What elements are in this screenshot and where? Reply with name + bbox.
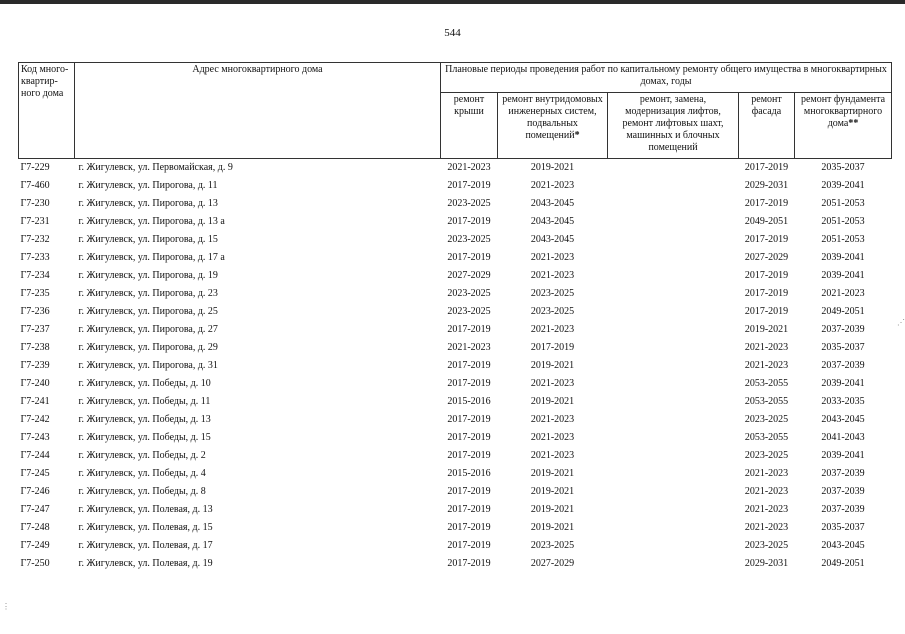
table-row bbox=[19, 195, 892, 213]
row-address: г. Жигулевск, ул. Первомайская, д. 9 bbox=[78, 162, 233, 173]
table-row bbox=[19, 447, 892, 465]
row-facade: 2021-2023 bbox=[744, 360, 789, 371]
table-row bbox=[19, 555, 892, 573]
row-roof: 2017-2019 bbox=[447, 252, 491, 263]
header-facade: ремонт фасада bbox=[739, 93, 795, 159]
row-foundation: 2043-2045 bbox=[821, 540, 865, 551]
row-foundation: 2039-2041 bbox=[821, 252, 865, 263]
row-systems: 2019-2021 bbox=[530, 396, 575, 407]
header-foundation bbox=[795, 93, 892, 159]
row-elevators bbox=[608, 447, 739, 465]
row-code: Г7-243 bbox=[20, 432, 50, 443]
row-facade: 2021-2023 bbox=[744, 342, 789, 353]
row-foundation: 2037-2039 bbox=[821, 360, 865, 371]
row-elevators bbox=[608, 303, 739, 321]
row-code: Г7-234 bbox=[20, 270, 50, 281]
header-elevators: ремонт, замена, модернизация лифтов, ремонт лифтовых шахт, машинных и блочных помещений bbox=[608, 93, 739, 159]
row-foundation: 2043-2045 bbox=[821, 414, 865, 425]
row-address: г. Жигулевск, ул. Победы, д. 13 bbox=[78, 414, 211, 425]
row-facade: 2017-2019 bbox=[744, 198, 789, 209]
table-row bbox=[19, 429, 892, 447]
row-roof: 2017-2019 bbox=[447, 216, 491, 227]
row-elevators bbox=[608, 195, 739, 213]
row-elevators bbox=[608, 537, 739, 555]
header-address: Адрес многоквартирного дома bbox=[75, 63, 441, 159]
row-roof: 2017-2019 bbox=[447, 540, 491, 551]
row-code: Г7-230 bbox=[20, 198, 50, 209]
row-foundation: 2035-2037 bbox=[821, 162, 865, 173]
row-roof: 2023-2025 bbox=[447, 288, 491, 299]
table-row bbox=[19, 249, 892, 267]
row-roof: 2017-2019 bbox=[447, 450, 491, 461]
table-row bbox=[19, 321, 892, 339]
table-row bbox=[19, 537, 892, 555]
row-systems: 2021-2023 bbox=[530, 378, 575, 389]
row-address: г. Жигулевск, ул. Пирогова, д. 29 bbox=[78, 342, 218, 353]
row-roof: 2017-2019 bbox=[447, 378, 491, 389]
row-address: г. Жигулевск, ул. Победы, д. 10 bbox=[78, 378, 211, 389]
row-address: г. Жигулевск, ул. Пирогова, д. 31 bbox=[78, 360, 218, 371]
row-facade: 2023-2025 bbox=[744, 414, 789, 425]
row-address: г. Жигулевск, ул. Пирогова, д. 23 bbox=[78, 288, 218, 299]
row-address: г. Жигулевск, ул. Пирогова, д. 19 bbox=[78, 270, 218, 281]
row-elevators bbox=[608, 465, 739, 483]
row-facade: 2049-2051 bbox=[744, 216, 789, 227]
row-roof: 2027-2029 bbox=[447, 270, 491, 281]
row-roof: 2023-2025 bbox=[447, 198, 491, 209]
row-roof: 2017-2019 bbox=[447, 486, 491, 497]
row-roof: 2023-2025 bbox=[447, 306, 491, 317]
row-systems: 2019-2021 bbox=[530, 504, 575, 515]
row-address: г. Жигулевск, ул. Полевая, д. 13 bbox=[78, 504, 213, 515]
row-systems: 2021-2023 bbox=[530, 432, 575, 443]
table-body bbox=[19, 159, 892, 574]
row-foundation: 2035-2037 bbox=[821, 342, 865, 353]
row-facade: 2053-2055 bbox=[744, 378, 789, 389]
table-row bbox=[19, 357, 892, 375]
row-address: г. Жигулевск, ул. Полевая, д. 17 bbox=[78, 540, 213, 551]
row-code: Г7-240 bbox=[20, 378, 50, 389]
row-foundation: 2051-2053 bbox=[821, 234, 865, 245]
row-facade: 2017-2019 bbox=[744, 270, 789, 281]
row-foundation: 2035-2037 bbox=[821, 522, 865, 533]
scan-artifact-right: ⋰ bbox=[897, 318, 905, 327]
row-foundation: 2033-2035 bbox=[821, 396, 865, 407]
row-elevators bbox=[608, 555, 739, 573]
row-elevators bbox=[608, 231, 739, 249]
row-facade: 2023-2025 bbox=[744, 540, 789, 551]
row-facade: 2053-2055 bbox=[744, 432, 789, 443]
row-code: Г7-239 bbox=[20, 360, 50, 371]
row-code: Г7-460 bbox=[20, 180, 50, 191]
row-roof: 2017-2019 bbox=[447, 558, 491, 569]
row-elevators bbox=[608, 429, 739, 447]
row-systems: 2021-2023 bbox=[530, 324, 575, 335]
table-row bbox=[19, 285, 892, 303]
row-elevators bbox=[608, 375, 739, 393]
row-elevators bbox=[608, 339, 739, 357]
page-number: 544 bbox=[444, 27, 461, 39]
row-facade: 2019-2021 bbox=[744, 324, 789, 335]
row-facade: 2023-2025 bbox=[744, 450, 789, 461]
row-foundation: 2039-2041 bbox=[821, 450, 865, 461]
row-facade: 2029-2031 bbox=[744, 180, 789, 191]
row-foundation: 2041-2043 bbox=[821, 432, 865, 443]
row-code: Г7-244 bbox=[20, 450, 50, 461]
row-elevators bbox=[608, 411, 739, 429]
row-roof: 2017-2019 bbox=[447, 324, 491, 335]
row-systems: 2023-2025 bbox=[530, 288, 575, 299]
row-systems: 2021-2023 bbox=[530, 270, 575, 281]
row-elevators bbox=[608, 267, 739, 285]
row-foundation: 2037-2039 bbox=[821, 486, 865, 497]
row-facade: 2029-2031 bbox=[744, 558, 789, 569]
row-elevators bbox=[608, 519, 739, 537]
row-systems: 2027-2029 bbox=[530, 558, 575, 569]
row-code: Г7-241 bbox=[20, 396, 50, 407]
table-row bbox=[19, 519, 892, 537]
row-elevators bbox=[608, 393, 739, 411]
row-code: Г7-229 bbox=[20, 162, 50, 173]
row-elevators bbox=[608, 483, 739, 501]
row-address: г. Жигулевск, ул. Пирогова, д. 15 bbox=[78, 234, 218, 245]
row-foundation: 2039-2041 bbox=[821, 270, 865, 281]
header-systems-footnote-mark: * bbox=[574, 130, 580, 141]
row-facade: 2021-2023 bbox=[744, 486, 789, 497]
table-row bbox=[19, 411, 892, 429]
scan-artifact-left: ⋮ bbox=[2, 602, 10, 611]
header-periods: Плановые периоды проведения работ по капитальному ремонту общего имущества в многоквартирных домах, годы bbox=[441, 63, 892, 93]
row-systems: 2019-2021 bbox=[530, 486, 575, 497]
table-row bbox=[19, 483, 892, 501]
row-code: Г7-246 bbox=[20, 486, 50, 497]
row-roof: 2017-2019 bbox=[447, 432, 491, 443]
row-foundation: 2051-2053 bbox=[821, 198, 865, 209]
row-address: г. Жигулевск, ул. Пирогова, д. 17 а bbox=[78, 252, 225, 263]
row-address: г. Жигулевск, ул. Победы, д. 8 bbox=[78, 486, 206, 497]
row-roof: 2021-2023 bbox=[447, 162, 491, 173]
row-systems: 2043-2045 bbox=[530, 198, 575, 209]
row-code: Г7-245 bbox=[20, 468, 50, 479]
row-systems: 2043-2045 bbox=[530, 234, 575, 245]
row-foundation: 2037-2039 bbox=[821, 468, 865, 479]
row-systems: 2023-2025 bbox=[530, 306, 575, 317]
table-row bbox=[19, 501, 892, 519]
row-foundation: 2037-2039 bbox=[821, 324, 865, 335]
row-code: Г7-250 bbox=[20, 558, 50, 569]
row-code: Г7-237 bbox=[20, 324, 50, 335]
row-foundation: 2049-2051 bbox=[821, 306, 865, 317]
row-address: г. Жигулевск, ул. Полевая, д. 15 bbox=[78, 522, 213, 533]
row-roof: 2017-2019 bbox=[447, 180, 491, 191]
row-facade: 2017-2019 bbox=[744, 162, 789, 173]
table-row bbox=[19, 159, 892, 178]
table-row bbox=[19, 339, 892, 357]
table-header bbox=[19, 63, 892, 159]
row-foundation: 2039-2041 bbox=[821, 378, 865, 389]
table-row bbox=[19, 303, 892, 321]
row-roof: 2017-2019 bbox=[447, 414, 491, 425]
row-elevators bbox=[608, 213, 739, 231]
row-foundation: 2049-2051 bbox=[821, 558, 865, 569]
row-elevators bbox=[608, 501, 739, 519]
row-address: г. Жигулевск, ул. Победы, д. 4 bbox=[78, 468, 206, 479]
row-code: Г7-238 bbox=[20, 342, 50, 353]
header-foundation-text: ремонт фундамента многоквартирного дома bbox=[800, 94, 886, 129]
row-elevators bbox=[608, 177, 739, 195]
row-address: г. Жигулевск, ул. Пирогова, д. 25 bbox=[78, 306, 218, 317]
row-elevators bbox=[608, 321, 739, 339]
row-address: г. Жигулевск, ул. Пирогова, д. 11 bbox=[78, 180, 218, 191]
table-row bbox=[19, 393, 892, 411]
row-systems: 2019-2021 bbox=[530, 522, 575, 533]
row-facade: 2021-2023 bbox=[744, 468, 789, 479]
row-roof: 2015-2016 bbox=[447, 396, 491, 407]
header-systems-text: ремонт внутридомовых инженерных систем, подвальных помещений bbox=[502, 94, 603, 141]
row-systems: 2043-2045 bbox=[530, 216, 575, 227]
row-roof: 2023-2025 bbox=[447, 234, 491, 245]
row-code: Г7-236 bbox=[20, 306, 50, 317]
header-roof: ремонт крыши bbox=[441, 93, 498, 159]
row-systems: 2019-2021 bbox=[530, 468, 575, 479]
row-code: Г7-248 bbox=[20, 522, 50, 533]
registry-sheet bbox=[18, 62, 891, 573]
repair-schedule-table bbox=[18, 62, 892, 573]
row-systems: 2023-2025 bbox=[530, 540, 575, 551]
row-address: г. Жигулевск, ул. Пирогова, д. 13 bbox=[78, 198, 218, 209]
row-address: г. Жигулевск, ул. Пирогова, д. 13 а bbox=[78, 216, 225, 227]
row-roof: 2021-2023 bbox=[447, 342, 491, 353]
top-border-line bbox=[0, 0, 905, 4]
row-facade: 2027-2029 bbox=[744, 252, 789, 263]
row-elevators bbox=[608, 357, 739, 375]
row-code: Г7-242 bbox=[20, 414, 50, 425]
row-systems: 2017-2019 bbox=[530, 342, 575, 353]
header-foundation-footnote-mark: ** bbox=[848, 118, 859, 129]
row-code: Г7-247 bbox=[20, 504, 50, 515]
row-code: Г7-232 bbox=[20, 234, 50, 245]
row-address: г. Жигулевск, ул. Победы, д. 2 bbox=[78, 450, 206, 461]
row-address: г. Жигулевск, ул. Победы, д. 11 bbox=[78, 396, 211, 407]
row-roof: 2015-2016 bbox=[447, 468, 491, 479]
row-foundation: 2021-2023 bbox=[821, 288, 865, 299]
header-systems bbox=[498, 93, 608, 159]
table-row bbox=[19, 465, 892, 483]
row-systems: 2019-2021 bbox=[530, 162, 575, 173]
row-code: Г7-249 bbox=[20, 540, 50, 551]
table-row bbox=[19, 267, 892, 285]
row-systems: 2021-2023 bbox=[530, 252, 575, 263]
row-systems: 2021-2023 bbox=[530, 180, 575, 191]
row-foundation: 2039-2041 bbox=[821, 180, 865, 191]
row-code: Г7-231 bbox=[20, 216, 50, 227]
row-foundation: 2037-2039 bbox=[821, 504, 865, 515]
row-address: г. Жигулевск, ул. Победы, д. 15 bbox=[78, 432, 211, 443]
row-facade: 2017-2019 bbox=[744, 306, 789, 317]
row-facade: 2021-2023 bbox=[744, 522, 789, 533]
header-code: Код много-квартир-ного дома bbox=[19, 63, 75, 159]
table-row bbox=[19, 231, 892, 249]
row-foundation: 2051-2053 bbox=[821, 216, 865, 227]
row-facade: 2017-2019 bbox=[744, 288, 789, 299]
row-facade: 2021-2023 bbox=[744, 504, 789, 515]
row-facade: 2053-2055 bbox=[744, 396, 789, 407]
row-address: г. Жигулевск, ул. Пирогова, д. 27 bbox=[78, 324, 218, 335]
row-code: Г7-235 bbox=[20, 288, 50, 299]
row-roof: 2017-2019 bbox=[447, 522, 491, 533]
row-elevators bbox=[608, 159, 739, 178]
row-systems: 2021-2023 bbox=[530, 414, 575, 425]
row-elevators bbox=[608, 249, 739, 267]
row-facade: 2017-2019 bbox=[744, 234, 789, 245]
row-address: г. Жигулевск, ул. Полевая, д. 19 bbox=[78, 558, 213, 569]
table-row bbox=[19, 177, 892, 195]
table-row bbox=[19, 213, 892, 231]
row-roof: 2017-2019 bbox=[447, 360, 491, 371]
row-roof: 2017-2019 bbox=[447, 504, 491, 515]
row-code: Г7-233 bbox=[20, 252, 50, 263]
row-systems: 2021-2023 bbox=[530, 450, 575, 461]
row-elevators bbox=[608, 285, 739, 303]
row-systems: 2019-2021 bbox=[530, 360, 575, 371]
table-row bbox=[19, 375, 892, 393]
